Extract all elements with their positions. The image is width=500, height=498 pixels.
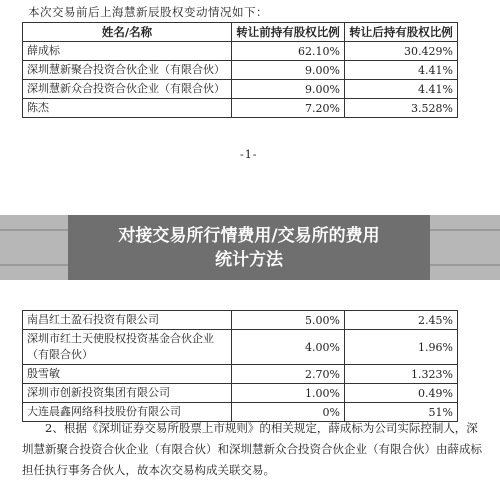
cell-after: 30.429% (345, 42, 458, 61)
header-before: 转让前持有股权比例 (232, 23, 345, 42)
table-row (23, 384, 458, 403)
cell-after: 0.49% (345, 384, 458, 403)
intro-text: 本次交易前后上海慧新辰股权变动情况如下： (28, 5, 268, 19)
cell-after: 1.323% (345, 365, 458, 384)
cell-before: 9.00% (232, 80, 345, 99)
cell-name: 陈杰 (23, 99, 232, 118)
cell-before: 4.00% (232, 330, 345, 365)
banner-title-line2: 统计方法 (215, 249, 283, 270)
page-number: -1- (240, 148, 258, 161)
cell-before: 9.00% (232, 61, 345, 80)
table-row (23, 99, 458, 118)
cell-name: 南昌红土盈石投资有限公司 (23, 311, 232, 330)
table-row (23, 42, 458, 61)
cell-after: 4.41% (345, 80, 458, 99)
cell-after: 3.528% (345, 99, 458, 118)
cell-before: 7.20% (232, 99, 345, 118)
header-after: 转让后持有股权比例 (345, 23, 458, 42)
table-row (23, 365, 458, 384)
document-top-section (0, 0, 500, 215)
table-row (23, 311, 458, 330)
cell-before: 2.70% (232, 365, 345, 384)
cell-after: 1.96% (345, 330, 458, 365)
cell-name: 深圳慧新聚合投资合伙企业（有限合伙） (23, 61, 232, 80)
cell-name: 薛成标 (23, 42, 232, 61)
cell-name: 深圳市创新投资集团有限公司 (23, 384, 232, 403)
table-row (23, 80, 458, 99)
cell-before: 0% (232, 403, 345, 422)
shareholding-table-bottom (22, 310, 458, 422)
cell-before: 62.10% (232, 42, 345, 61)
table-header-row (23, 23, 458, 42)
banner-title-line1: 对接交易所行情费用/交易所的费用 (118, 225, 380, 246)
cell-name: 殷雪敏 (23, 365, 232, 384)
cell-name: 深圳市红土天使股权投资基金合伙企业（有限合伙） (23, 330, 232, 365)
title-banner (68, 215, 430, 280)
cell-name: 深圳慧新众合投资合伙企业（有限合伙） (23, 80, 232, 99)
cell-after: 4.41% (345, 61, 458, 80)
table-row (23, 330, 458, 365)
cell-after: 2.45% (345, 311, 458, 330)
cell-before: 5.00% (232, 311, 345, 330)
shareholding-table-top (22, 22, 458, 118)
related-transaction-paragraph: 2、根据《深圳证券交易所股票上市规则》的相关规定，薛成标为公司实际控制人，深圳慧新聚合投资合伙企业（有限合伙）和深圳慧新众合投资合伙企业（有限合伙）由薛成标担任执行事务合伙人，故本次交易构成关联交易。 (22, 421, 482, 477)
cell-name: 大连晨鑫网络科技股份有限公司 (23, 403, 232, 422)
cell-after: 51% (345, 403, 458, 422)
cell-before: 1.00% (232, 384, 345, 403)
table-row (23, 61, 458, 80)
header-name: 姓名/名称 (23, 23, 232, 42)
